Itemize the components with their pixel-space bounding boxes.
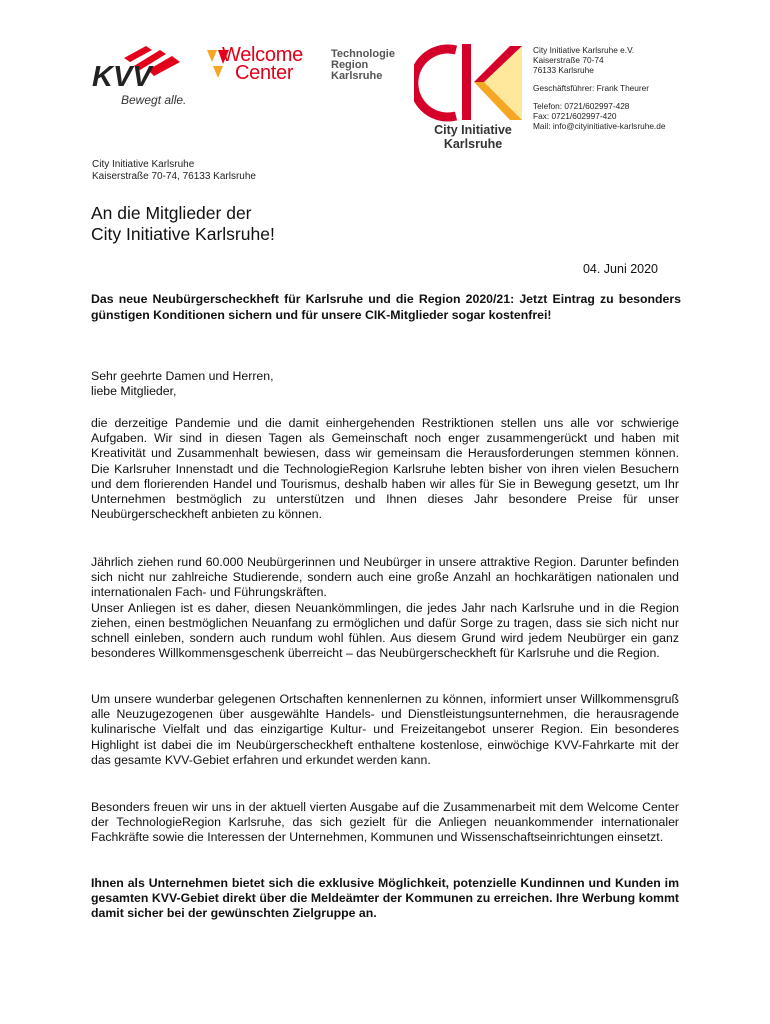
tr-line-2: Region xyxy=(331,59,369,71)
welcome-center-word2: Center xyxy=(235,62,294,84)
cik-name-line-1: City Initiative xyxy=(434,123,512,137)
addressee-line-2: City Initiative Karlsruhe! xyxy=(91,224,275,244)
cik-logo-icon xyxy=(414,42,524,122)
paragraph-5: Ihnen als Unternehmen bietet sich die exklusive Möglichkeit, potenzielle Kundinnen und Kunden im gesamten KVV-Gebiet direkt über die Meldeämter der Kommunen zu erreichen. Ihre Werbung kommt damit sicher bei der gewünschten Zielgruppe an. xyxy=(91,876,679,921)
letter-date: 04. Juni 2020 xyxy=(582,262,658,276)
contact-org: City Initiative Karlsruhe e.V. xyxy=(533,45,635,55)
addressee-line-1: An die Mitglieder der xyxy=(91,203,252,223)
contact-manager: Geschäftsführer: Frank Theurer xyxy=(533,83,650,93)
salutation-line-1: Sehr geehrte Damen und Herren, xyxy=(91,369,274,383)
paragraph-2 xyxy=(91,555,679,661)
sender-line-2: Kaiserstraße 70-74, 76133 Karlsruhe xyxy=(92,171,256,182)
salutation-line-2: liebe Mitglieder, xyxy=(91,384,177,399)
paragraph-1: die derzeitige Pandemie und die damit einhergehenden Restriktionen stellen uns alle vor schwierige Aufgaben. Wir sind in diesen Tagen als Gemeinschaft noch enger zusammengerückt und haben mit Kreativität und Zusammenhalt bewiesen, dass wir gemeinsam die Herausforderungen stemmen können. Die Karlsruher Innenstadt und die TechnologieRegion Karlsruhe lebten bisher von ihren vielen Besuchern und dem florierenden Handel und Tourismus, deshalb haben wir alles für Sie in Bewegung gesetzt, um Ihr Unternehmen bestmöglich zu unterstützen und Ihnen dieses Jahr besondere Preise für unser Neubürgerscheckheft anbieten zu können. xyxy=(91,416,679,522)
addressee xyxy=(91,203,275,245)
contact-mail[interactable]: Mail: info@cityinitiative-karlsruhe.de xyxy=(533,121,666,131)
contact-city: 76133 Karlsruhe xyxy=(533,65,594,75)
salutation xyxy=(91,369,679,399)
paragraph-3: Um unsere wunderbar gelegenen Ortschaften kennenlernen zu können, informiert unser Willkommensgruß alle Neuzugezogenen über ausgewählte Handels- und Dienstleistungsunternehmen, die herausragende kulinarische Vielfalt und das einzigartige Kultur- und Freizeitangebot unserer Region. Ein besonderes Highlight ist dabei die im Neubürgerscheckheft enthaltene kostenlose, einwöchige KVV-Fahrkarte mit der das gesamte KVV-Gebiet erfahren und erkundet werden kann. xyxy=(91,692,679,767)
kvv-wordmark: KVV xyxy=(92,61,152,93)
paragraph-4: Besonders freuen wir uns in der aktuell vierten Ausgabe auf die Zusammenarbeit mit dem Welcome Center der TechnologieRegion Karlsruhe, das sich gezielt für die Anliegen neuankommender internationaler Fachkräfte sowie die Interessen der Unternehmen, Kommunen und Wissenschaftseinrichtungen einsetzt. xyxy=(91,800,679,845)
welcome-center-word1: Welcome xyxy=(222,44,303,66)
cik-name xyxy=(425,123,521,151)
tr-line-3: Karlsruhe xyxy=(331,70,383,82)
technologie-region-text xyxy=(331,49,395,82)
contact-street: Kaiserstraße 70-74 xyxy=(533,55,604,65)
paragraph-2b: Unser Anliegen ist es daher, diesen Neuankömmlingen, die jedes Jahr nach Karlsruhe und in die Region ziehen, einen bestmöglichen Neuanfang zu ermöglichen und dafür Sorge zu tragen, dass sie sich nicht nur schnell einleben, sondern auch rundum wohl fühlen. Aus diesem Grund wird jedem Neubürger ein ganz besonderes Willkommensgeschenk überreicht – das Neubürgerscheckheft für Karlsruhe und die Region. xyxy=(91,600,679,661)
sender-line-1: City Initiative Karlsruhe xyxy=(92,159,195,170)
contact-phone: Telefon: 0721/602997-428 xyxy=(533,101,630,111)
tr-line-1: Technologie xyxy=(331,48,395,60)
contact-block xyxy=(533,45,665,131)
contact-fax: Fax: 0721/602997-420 xyxy=(533,111,617,121)
sender-address xyxy=(92,159,256,183)
kvv-tagline: Bewegt alle. xyxy=(121,93,187,107)
paragraph-2a: Jährlich ziehen rund 60.000 Neubürgerinnen und Neubürger in unsere attraktive Region. Darunter befinden sich nicht nur zahlreiche Studierende, sondern auch eine große Anzahl an hochkarätigen nationalen und internationalen Fach- und Führungskräften. xyxy=(91,555,679,600)
letter-subject: Das neue Neubürgerscheckheft für Karlsruhe und die Region 2020/21: Jetzt Eintrag zu besonders günstigen Konditionen sichern und für unsere CIK-Mitglieder sogar kostenfrei! xyxy=(91,292,681,322)
cik-name-line-2: Karlsruhe xyxy=(443,137,503,151)
